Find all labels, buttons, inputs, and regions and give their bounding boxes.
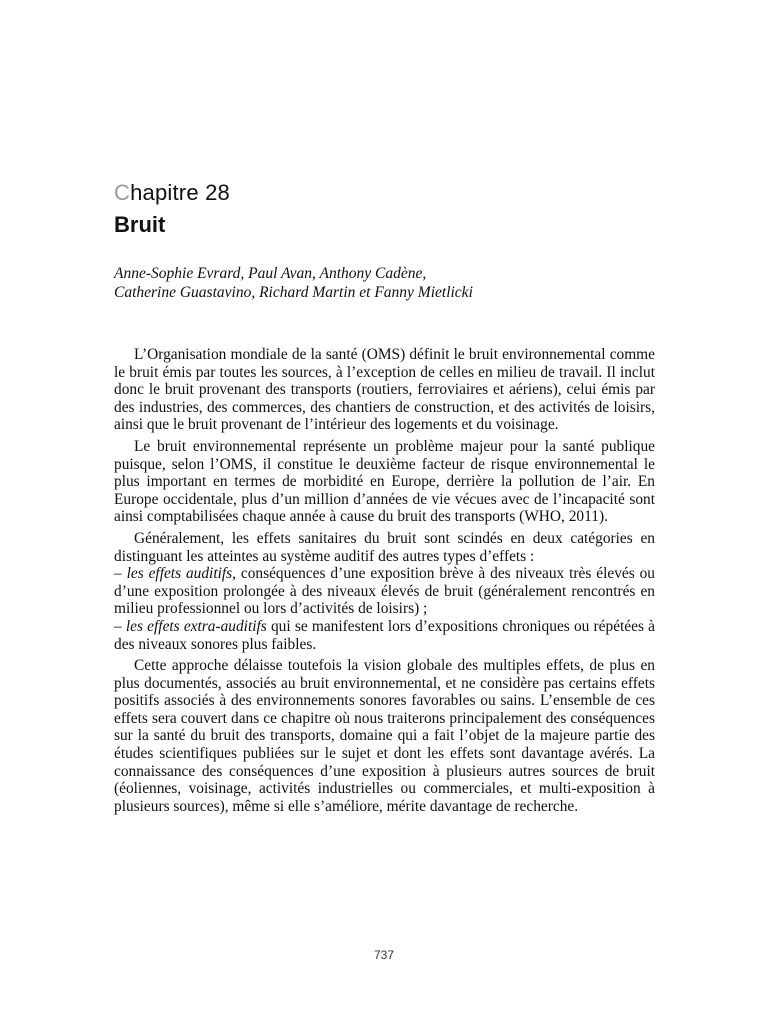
- chapter-title: Bruit: [114, 212, 166, 237]
- author-line: Catherine Guastavino, Richard Martin et Fanny Mietlicki: [114, 284, 473, 301]
- list-dash: –: [114, 565, 127, 583]
- list-item-text: , conséquences d’une exposition brève à des niveaux très élevés ou d’une exposition prolongée à des niveaux élevés de bruit (généralement rencontrés en milieu professionnel ou lors d’activités de loisirs) ;: [114, 565, 655, 618]
- paragraph-categories: Généralement, les effets sanitaires du bruit sont scindés en deux catégories en distinguant les atteintes au système auditif des autres types d’effets :: [114, 529, 655, 565]
- paragraph-approach: Cette approche délaisse toutefois la vision globale des multiples effets, de plus en plus documentés, associés au bruit environnemental, et ne considère pas certains effets positifs associés à des environnements sonores favorables ou sains. L’ensemble de ces effets sera couvert dans ce chapitre où nous traiterons principalement des conséquences sur la santé du bruit des transports, domaine qui a fait l’objet de la majeure partie des études scientifiques publiées sur le sujet et dont les effets sont davantage avérés. La connaissance des conséquences d’une exposition à plusieurs autres sources de bruit (éoliennes, voisinage, activités industrielles ou commerciales, et multi-exposition à plusieurs sources), même si elle s’améliore, mérite davantage de recherche.: [114, 657, 655, 815]
- term-extra-auditory-effects: les effets extra-auditifs: [125, 617, 267, 635]
- list-item-text: qui se manifestent lors d’expositions chroniques ou répétées à des niveaux sonores plus faibles.: [114, 617, 655, 653]
- chapter-label-rest: hapitre 28: [130, 180, 230, 205]
- chapter-label: [114, 180, 230, 206]
- list-item-extra-auditory-effects: [114, 618, 655, 653]
- author-line: Anne-Sophie Evrard, Paul Avan, Anthony Cadène,: [114, 265, 427, 282]
- list-dash: –: [114, 617, 126, 635]
- chapter-body: [114, 346, 655, 819]
- paragraph-public-health: Le bruit environnemental représente un problème majeur pour la santé publique puisque, selon l’OMS, il constitue le deuxième facteur de risque environnemental le plus important en termes de morbidité en Europe, derrière la pollution de l’air. En Europe occidentale, plus d’un million d’années de vie vécues avec de l’incapacité sont ainsi comptabilisées chaque année à cause du bruit des transports (WHO, 2011).: [114, 437, 655, 526]
- term-auditory-effects: les effets auditifs: [126, 565, 233, 583]
- page-number: 737: [373, 948, 395, 962]
- chapter-label-initial: C: [114, 180, 131, 205]
- paragraph-intro: L’Organisation mondiale de la santé (OMS) définit le bruit environnemental comme le bruit émis par toutes les sources, à l’exception de celles en milieu de travail. Il inclut donc le bruit provenant des transports (routiers, ferroviaires et aériens), celui émis par des industries, des commerces, des chantiers de construction, et des activités de loisirs, ainsi que le bruit provenant de l’intérieur des logements et du voisinage.: [114, 346, 655, 434]
- list-item-auditory-effects: [114, 565, 655, 618]
- author-list: [114, 264, 674, 302]
